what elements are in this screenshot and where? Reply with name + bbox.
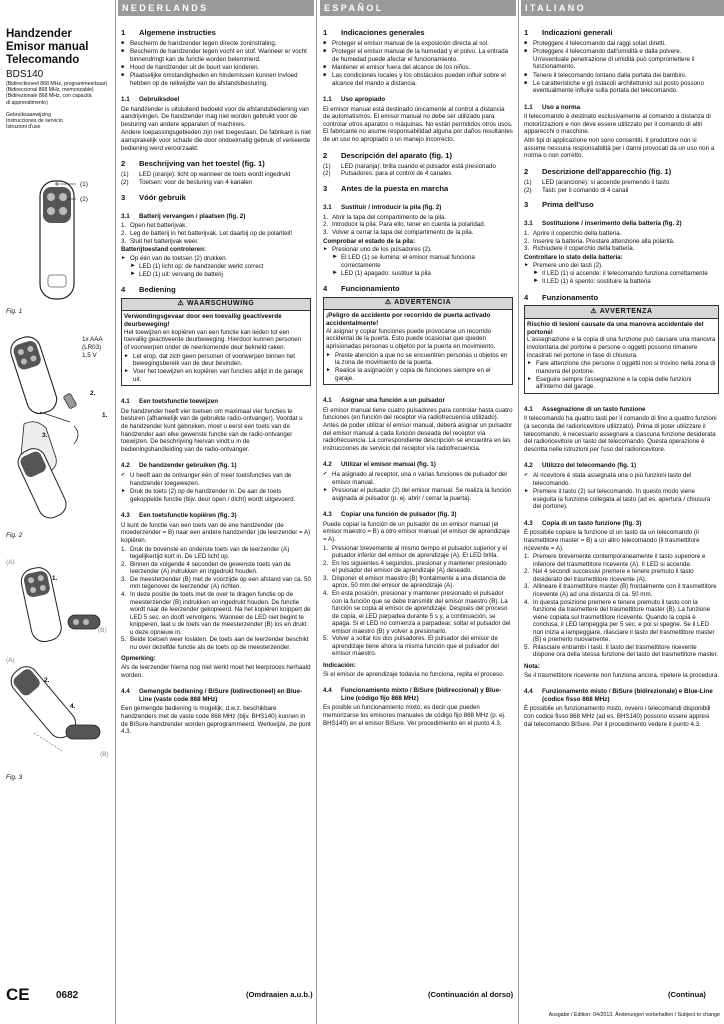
column-divider	[518, 0, 519, 1024]
copy-steps	[524, 553, 719, 659]
list-item: 2. Leg de batterij in het batterijvak. Let daarbij op de polariteit!	[121, 230, 293, 238]
section-heading: 1 Algemene instructies	[121, 28, 216, 37]
list-item: ► Presionar el pulsador (2) del emisor manual. Se realiza la función asignada al pulsador (p. ej. abrir / cerrar la puerta).	[323, 487, 513, 502]
warning-triangle-icon: ⚠	[590, 307, 600, 315]
section-heading: 1 Indicazioni generali	[524, 28, 613, 37]
list-item: ■ Bescherm de handzender tegen vocht en stof. Wanneer er vocht binnendringt kan de functie worden belemmerd.	[121, 48, 311, 63]
note-label: Nota:	[524, 663, 540, 671]
warning-text: L'assegnazione e la copia di una funzione può causare una manovra involontaria del portone e persone o oggetti possono rimanere incastrati nel portone in fase di chiusura.	[527, 336, 716, 359]
title-it: Telecomando	[6, 53, 80, 66]
note-text: Si el emisor de aprendizaje todavía no funciona, repita el proceso.	[323, 670, 505, 678]
list-item: 5. Beide toetsen weer loslaten. De toets aan de leerzender beschikt nu over dezelfde functie als de toets op de meesterzender.	[121, 636, 309, 651]
warning-triangle-icon: ⚠	[177, 300, 187, 308]
column-nl	[121, 28, 311, 737]
cover-info	[6, 28, 112, 130]
list-item: 4. In questa posizione premere e tenere premuto il tasto con la funzione da trasmettere del trasmettitore master (B). La funzione viene copiata sul trasmettitore ricevente. Quando la copia è conclusa, il LED lampeggia per 5 sec. e poi si spegne. Se il LED non inizia a lampeggiare, rilasciare il tasto del trasmettitore master (B) e premerlo nuovamente.	[524, 598, 715, 644]
fig3-step-1: 1.	[52, 575, 58, 582]
footer-continue-it: (Continua)	[668, 990, 706, 999]
figure-1	[4, 175, 110, 305]
list-item: ■ Proteger el emisor manual de la exposición directa al sol.	[323, 40, 513, 48]
list-item: 4. In deze positie de toets met de over te dragen functie op de meesterzender (B) indrukken en ingedrukt houden. De functie wordt naar de leerzender gekopieerd. Na het kopiëren knippert de LED 5 sec. en dooft vervolgens. Wanneer de LED niet begint te knipperen, laat u de toets van de meesterzender (B) los en drukt u deze opnieuw in.	[121, 590, 311, 636]
function-copy-illustration	[4, 553, 110, 768]
paragraph: Puede copiar la función de un pulsador de un emisor manual (el emisor maestro = B) a otro emisor manual (el emisor de aprendizaje = A).	[323, 520, 510, 544]
paragraph: De handzender heeft vier toetsen om maximaal vier functies te besturen (afhankelijk van de gebruikte radio-ontvanger). Voordat u de handzender kunt gebruiken, moet u eerst een toets van de handzender aan elke gewenste functie van de radio-ontvanger toewijzen. De beschrijving hiervan vindt u in de bedieningshandleiding van de radio-ontvanger.	[121, 407, 303, 453]
copy-steps	[323, 545, 513, 658]
paragraph: El emisor manual está destinado únicamente al control a distancia de automatismos. El emisor manual no debe ser utilizado para controlar otros aparatos o máquinas. No están permitidos otros usos. El fabricante no asume responsabilidad alguna por daños resultantes de un uso no apropiado o un manejo incorrecto.	[323, 105, 513, 144]
section-heading: 4 Funcionamiento	[323, 284, 400, 294]
battery-spec-line: 1x AAA	[82, 336, 103, 343]
list-item: 3. De meesterzender (B) met de voorzijde op een afstand van ca. 50 mm tegenover de leerzender (A) richten.	[121, 575, 311, 591]
list-item: 3. Richiudere il coperchio della batteria.	[524, 245, 635, 253]
copy-steps	[121, 546, 311, 652]
fig3-label-b: (B)	[100, 751, 109, 758]
header-nl	[118, 0, 314, 16]
battery-check-list	[524, 262, 719, 286]
list-item: 1. Aprire il coperchio della batteria.	[524, 230, 622, 238]
subsection-heading: 1.1 Uso apropiado	[323, 96, 386, 104]
subsection-heading: 4.2 De handzender gebruiken (fig. 1)	[121, 462, 237, 470]
warning-title: ⚠ ADVERTENCIA	[324, 298, 512, 311]
list-item: ► Voer het toewijzen en kopiëren van functies altijd in de garage uit.	[124, 368, 308, 383]
list-item: ■ Proteggere il telecomando dall'umidità e dalla polvere. Un'eventuale penetrazione di umidità può compromettere il funzionamento.	[524, 48, 719, 71]
subsection-heading: 4.2 Utilizar el emisor manual (fig. 1)	[323, 461, 436, 469]
list-item: 1. Premere brevemente contemporaneamente il tasto superiore e inferiore del trasmettitore ricevente (A). Il LED si accende.	[524, 553, 706, 568]
list-item: 2. Introducir la pila. Para ello, tener en cuenta la polaridad.	[323, 221, 486, 229]
note-label: Indicación:	[323, 662, 356, 670]
paragraph: Il telecomando ha quattro tasti per il comando di fino a quattro funzioni (a seconda del radioricevitore utilizzato). Prima di poter utilizzare il telecomando, è necessario assegnare a ciascuna funzione desiderata del radioricevitore un tasto del telecomando. Questa operazione è descritta nelle istruzioni per l'uso del radioricevitore.	[524, 415, 717, 453]
fig3-step-2: 2.	[44, 677, 50, 684]
list-item: ► LED (1) uit: vervang de batterij	[121, 271, 311, 279]
paragraph: Altri tipi di applicazione non sono consentiti. Il produttore non si assume nessuna responsabilità per i danni provocati da un uso non a norma o non corretto.	[524, 137, 715, 160]
list-item: 1. Presionar brevemente al mismo tiempo el pulsador superior y el pulsador inferior del emisor de aprendizaje (A). El LED brilla.	[323, 544, 508, 560]
header-es-label: ESPAÑOL	[324, 3, 384, 13]
model-note: (Bidirezionale 868 MHz, con capacità	[6, 93, 92, 100]
warning-title: ⚠ AVVERTENZA	[525, 306, 718, 319]
list-item: ► Preste atención a que no se encuentren personas u objetos en la zona de movimiento de la puerta.	[326, 352, 510, 367]
manual-type: Istruzioni d'uso	[6, 124, 41, 131]
column-divider	[316, 0, 317, 1024]
warning-box	[323, 297, 513, 386]
list-item: ■ Tenere il telecomando lontano dalla portata dei bambini.	[524, 72, 719, 80]
list-item: ■ Proteger el emisor manual de la humedad y el polvo. La entrada de humedad puede afectar el funcionamiento.	[323, 48, 513, 63]
subsection-heading: 3.1 Batterij vervangen / plaatsen (fig. 2)	[121, 212, 246, 220]
fig3-label-a: (A)	[6, 657, 15, 664]
subsection-heading: 4.3 Copiar una función de pulsador (fig. 3)	[323, 511, 457, 519]
subsection-heading: 4.1 Assegnazione di un tasto funzione	[524, 405, 646, 413]
list-item: ✔ U heeft aan de ontvanger één of meer toetsfuncties van de handzender toegewezen.	[121, 472, 311, 487]
general-instructions-list	[323, 40, 513, 87]
list-item: ► Fare attenzione che persone o oggetti non si trovino nella zona di manovra del portone.	[527, 360, 716, 375]
battery-spec	[82, 336, 103, 360]
list-item: ► El LED (1) se ilumina: el emisor manual funciona correctamente	[323, 254, 513, 269]
list-item: ■ Proteggere il telecomando dai raggi solari diretti.	[524, 40, 719, 48]
part-label: (1) LED (naranja): brilla cuando el pulsador está presionado	[323, 162, 496, 170]
warning-box	[121, 298, 311, 387]
section-heading: 3 Prima dell'uso	[524, 200, 594, 210]
model-number: BDS140	[6, 68, 44, 80]
footer-continue-es: (Continuación al dorso)	[428, 990, 514, 999]
battery-check-label: Comprobar el estado de la pila:	[323, 237, 416, 245]
battery-check-list	[121, 255, 311, 279]
list-item: 2. Inserire la batteria. Prestare attenzione alla polarità.	[524, 237, 675, 245]
list-item: ✔ Al ricevitore è stata assegnata una o più funzioni tasto del telecomando.	[524, 472, 719, 487]
paragraph: Andere toepassingsgebieden zijn niet toegestaan. De fabrikant is niet aansprakelijk voor schade die door ondoelmatig gebruik of verkeerde bediening werd veroorzaakt.	[121, 129, 311, 152]
section-heading: 4 Bediening	[121, 285, 176, 295]
fig2-step-1: 1.	[102, 412, 108, 419]
list-item: 3. Sluit het batterijvak weer.	[121, 237, 199, 245]
list-item: ► LED (1) apagado: sustituir la pila	[323, 270, 513, 278]
battery-spec-line: 1,5 V	[82, 351, 97, 359]
paragraph: È possibile copiare la funzione di un tasto da un telecomando (il trasmettitore master = B) a un altro telecomando (il trasmettitore ricevente = A).	[524, 529, 700, 552]
list-item: ✔ Ha asignado al receptor, una o varias funciones de pulsador del emisor manual.	[323, 471, 513, 486]
list-item: ■ Le caratteristiche e gli ostacoli architettonici sul posto possono eventualmente influire sulla portata del telecomando.	[524, 80, 719, 95]
list-item: 4. En esta posición, presionar y mantener presionado el pulsador con la función que se debe transmitir del emisor maestro (B). La función se copia al emisor de aprendizaje. Después del proceso de copia, el LED parpadea durante 5 s y, a continuación, se apaga. Si el LED no comienza a parpadear, soltar el pulsador del emisor maestro (B) y volver a presionarlo.	[323, 589, 511, 635]
manual-type: Gebruiksaanwijzing	[6, 111, 51, 118]
list-item: 1. Druk de bovenste en onderste toets van de leerzender (A) tegelijkertijd kort in. De LED licht op.	[121, 545, 290, 561]
paragraph: De handzender is uitsluitend bedoeld voor de afstandsbediening van aandrijvingen. De handzender mag niet worden gebruikt voor de besturing van andere apparaten of machines.	[121, 105, 309, 128]
section-heading: 1 Indicaciones generales	[323, 28, 425, 37]
warning-triangle-icon: ⚠	[384, 299, 395, 307]
list-item: 5. Volver a soltar los dos pulsadores. El pulsador del emisor de aprendizaje tiene ahora la misma función que el pulsador del emisor maestro.	[323, 635, 499, 658]
part-label: (1) LED (oranje): licht op wanneer de toets wordt ingedrukt	[121, 171, 291, 179]
subsection-heading: 3.1 Sustituir / introducir la pila (fig. 2)	[323, 204, 442, 212]
paragraph: Il telecomando è destinato esclusivamente al comando a distanza di motorizzazioni e non deve essere utilizzato per il comando di altri apparecchi o macchine.	[524, 113, 711, 136]
warning-headline: Rischio di lesioni causate da una manovra accidentale del portone!	[527, 320, 704, 336]
section-heading: 2 Descrizione dell'apparecchio (fig. 1)	[524, 166, 672, 176]
paragraph: Een gemengde bediening is mogelijk; d.w.z. beschikbare handzenders met de vaste code 868 MHz (bijv. BHS140) kunnen in de BiSure-handzender worden geprogrammeerd. Werkwijze, zie punt 4.3.	[121, 705, 311, 736]
section-heading: 3 Antes de la puesta en marcha	[323, 183, 449, 193]
model-note: (Bidireccional 868 MHz, memorizable)	[6, 87, 94, 94]
subsection-heading: 1.1 Gebruiksdoel	[121, 96, 180, 104]
list-item: 2. Binnen de volgende 4 seconden de gewenste toets van de leerzender (A) indrukken en ingedrukt houden.	[121, 560, 291, 576]
fig3-label-b: (B)	[98, 627, 107, 634]
list-item: ■ Houd de handzender uit de buurt van kinderen.	[121, 64, 311, 72]
subsection-heading: 4.3 Een toetsfunctie kopiëren (fig. 3)	[121, 512, 237, 520]
list-item: ► Il LED (1) si accende: il telecomando funziona correttamente	[524, 270, 719, 278]
figure-1-caption: Fig. 1	[6, 308, 23, 315]
fig1-button-label: (2)	[80, 196, 88, 203]
list-item: 2. Nei 4 secondi successivi premere e tenere premuto il tasto desiderato del trasmettitore ricevente (A).	[524, 568, 694, 583]
note-text: Se il trasmettitore ricevente non funziona ancora, ripetere la procedura.	[524, 671, 720, 679]
list-item: ► Let erop, dat zich geen personen of voorwerpen binnen het bewegingsbereik van de deur bevinden.	[124, 353, 308, 368]
list-item: 1. Open het batterijvak.	[121, 222, 188, 230]
list-item: ► Premere uno dei tasti (2).	[524, 262, 719, 270]
battery-steps	[121, 222, 311, 245]
model-note: (Bidirectioneel 868 MHz, programmeerbaar)	[6, 80, 108, 87]
subsection-heading: 3.1 Sostituzione / inserimento della batteria (fig. 2)	[524, 220, 682, 228]
edition-note: Ausgabe / Edition: 04/2013. Änderungen vorbehalten / Subject to change	[548, 1012, 720, 1018]
list-item: 3. Allineare il trasmettitore master (B) frontalmente con il trasmettitore ricevente (A) ad una distanza di ca. 50 mm.	[524, 583, 717, 598]
subsection-heading: 4.4 Funcionamiento mixto / BiSure (bidireccional) y Blue-Line (código fijo 868 MHz)	[323, 687, 502, 702]
subsection-heading: 1.1 Uso a norma	[524, 103, 581, 111]
subsection-heading: 4.1 Een toetsfunctie toewijzen	[121, 398, 219, 406]
subsection-heading: 4.4 Gemengde bediening / BiSure (bidirectioneel) en Blue-Line (vaste code 868 MHz)	[121, 688, 303, 703]
section-heading: 3 Vóór gebruik	[121, 192, 186, 202]
title-es: Emisor manual	[6, 40, 89, 53]
figure-2-caption: Fig. 2	[6, 532, 23, 539]
fig3-step-4: 4.	[70, 703, 76, 710]
header-it-label: ITALIANO	[525, 3, 587, 13]
paragraph: El emisor manual tiene cuatro pulsadores para controlar hasta cuatro funciones (en función del receptor vía radiofrecuencia utilizado). Antes de poder utilizar el emisor manual, deberá asignar un pulsador del emisor manual a cada función deseada del receptor vía radiofrecuencia. La correspondiente descripción se encuentra en las instrucciones de servicio del receptor vía radiofrecuencia.	[323, 406, 513, 452]
list-item: ► Druk de toets (2) op de handzender in. De aan de toets gekoppelde functie (bijv. deur open / dicht) wordt uitgevoerd.	[121, 488, 311, 503]
list-item: 3. Disponer el emisor maestro (B) frontalmente a una distancia de aprox. 50 mm del emisor de aprendizaje (A).	[323, 574, 506, 590]
battery-check-label: Controllare lo stato della batteria:	[524, 253, 623, 261]
list-item: ► Presionar uno de los pulsadores (2).	[323, 246, 513, 254]
list-item: 5. Rilasciare entrambi i tasti. Il tasto del trasmettitore ricevente dispone ora della stessa funzione del tasto del trasmettitore master.	[524, 643, 719, 659]
part-label: (1) LED (arancione): si accende premendo il tasto	[524, 178, 670, 186]
section-heading: 2 Descripción del aparato (fig. 1)	[323, 150, 452, 160]
warning-headline: Verwondingsgevaar door een toevallig geactiveerde deurbeweging!	[124, 313, 282, 328]
list-item: ► Realice la asignación y copia de funciones siempre en el garaje.	[326, 367, 510, 382]
warning-box	[524, 305, 719, 394]
list-item: ► Eseguire sempre l'assegnazione e la copia delle funzioni all'interno del garage.	[527, 376, 716, 391]
footer-continue-nl: (Omdraaien a.u.b.)	[246, 990, 313, 999]
list-item: ■ Las condiciones locales y los obstáculos pueden influir sobre el alcance del mando a distancia.	[323, 72, 513, 87]
column-es	[323, 28, 513, 728]
part-label: (2) Pulsadores: para el control de 4 canales	[323, 170, 452, 178]
subsection-heading: 4.4 Funzionamento misto / BiSure (bidirezionale) e Blue-Line (codice fisso 868 MHz)	[524, 688, 713, 703]
note-label: Opmerking:	[121, 655, 156, 663]
part-label: (2) Toetsen: voor de besturing van 4 kanalen	[121, 178, 253, 186]
list-item: ■ Bescherm de handzender tegen directe zoninstraling.	[121, 40, 311, 48]
general-instructions-list	[121, 40, 311, 87]
battery-steps	[323, 214, 513, 237]
certification-number: 0682	[56, 990, 79, 1001]
header-it	[521, 0, 724, 16]
fig2-step-2: 2.	[90, 390, 96, 397]
manual-type: Instrucciones de servicio	[6, 117, 63, 124]
fig2-step-3: 3.	[42, 432, 48, 439]
subsection-heading: 4.3 Copia di un tasto funzione (fig. 3)	[524, 519, 642, 527]
part-label: (2) Tasti: per il comando di 4 canali	[524, 186, 629, 194]
warning-title: ⚠ WAARSCHUWING	[122, 299, 310, 312]
fig1-led-label: (1)	[80, 181, 88, 188]
list-item: ■ Mantener el emisor fuera del alcance de los niños.	[323, 64, 513, 72]
figure-2	[4, 328, 110, 526]
header-es	[320, 0, 516, 16]
column-divider	[115, 0, 116, 1024]
list-item: ► Op één van de toetsen (2) drukken.	[121, 255, 311, 263]
warning-text: Het toewijzen en kopiëren van een functie kan leiden tot een toevallig geactiveerde deurbeweging. Hierdoor kunnen personen of voorwerpen onder de neerkomende deur bekneld raken.	[124, 328, 302, 351]
list-item: ► Premere il tasto (2) sul telecomando. In questo modo viene eseguita la funzione collegata al tasto (ad es. apertura / chiusura del portone).	[524, 488, 719, 511]
fig3-label-a: (A)	[6, 559, 15, 566]
paragraph: Es posible un funcionamiento mixto; es decir que pueden memorizarse los emisores manuales de código fijo 868 MHz (p. ej. BHS140) en el emisor BiSure. Ver procedimiento en el punto 4.3.	[323, 704, 506, 727]
battery-check-list	[323, 246, 513, 277]
paragraph: U kunt de functie van een toets van de ene handzender (de moederzender = B) naar een andere handzender (de leerzender = A) kopiëren.	[121, 521, 311, 545]
general-instructions-list	[524, 40, 719, 94]
figure-3	[4, 553, 110, 768]
battery-check-label: Batterijtoestand controleren:	[121, 246, 206, 254]
subsection-heading: 4.1 Asignar una función a un pulsador	[323, 397, 445, 405]
remote-front-illustration	[4, 175, 110, 305]
ce-mark-icon: CE	[6, 985, 30, 1004]
model-note: di apprendimento)	[6, 99, 48, 106]
list-item: 2. En los siguientes 4 segundos, presionar y mantener presionado el pulsador del emisor de aprendizaje (A) deseado.	[323, 559, 507, 575]
list-item: 1. Abrir la tapa del compartimento de la pila.	[323, 213, 447, 221]
warning-text: Al asignar y copiar funciones puede provocarse un recorrido accidental de la puerta. Esto puede ocasionar que queden aprisionadas personas u objetos por la puerta en movimiento.	[326, 327, 496, 350]
battery-steps	[524, 230, 719, 253]
section-heading: 2 Beschrijving van het toestel (fig. 1)	[121, 159, 265, 169]
note-text: Als de leerzender hierna nog niet werkt moet het leerproces herhaald worden.	[121, 664, 311, 679]
figure-3-caption: Fig. 3	[6, 774, 23, 781]
header-nl-label: NEDERLANDS	[122, 3, 209, 13]
section-heading: 4 Funzionamento	[524, 292, 599, 302]
list-item: 3. Volver a cerrar la tapa del compartimento de la pila.	[323, 229, 474, 237]
subsection-heading: 4.2 Utilizzo del telecomando (fig. 1)	[524, 462, 637, 470]
list-item: ► Il LED (1) è spento: sostituire la batteria	[524, 278, 719, 286]
list-item: ■ Plaatselijke omstandigheden en hindernissen kunnen invloed hebben op de reikwijdte van de afstandsbesturing.	[121, 72, 311, 87]
warning-headline: ¡Peligro de accidente por recorrido de puerta activado accidentalmente!	[326, 312, 491, 327]
battery-spec-line: (LR03)	[82, 343, 102, 351]
column-it	[524, 28, 719, 729]
list-item: ► LED (1) licht op: de handzender werkt correct	[121, 263, 311, 271]
paragraph: È possibile un funzionamento misto, ovvero i telecomandi disponibili con codice fisso 868 MHz (ad es. BHS140) possono essere appresi dal telecomando BiSure. Per il procedimento vedere il punto 4.3.	[524, 705, 711, 728]
title-nl: Handzender	[6, 28, 72, 40]
